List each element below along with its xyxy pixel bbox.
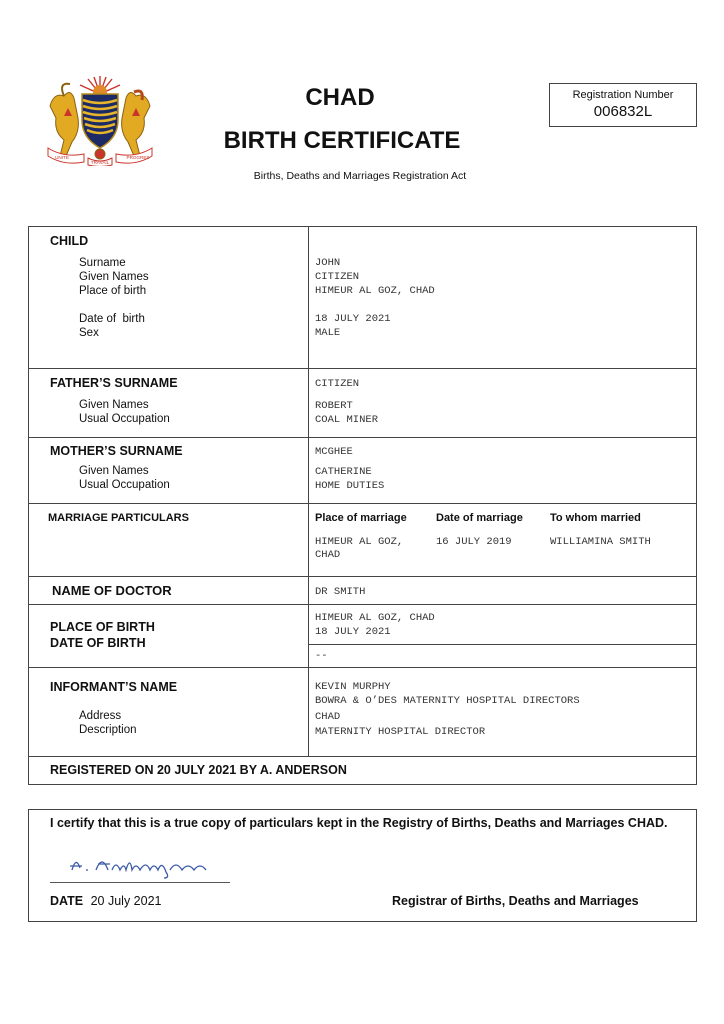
child-given-label: Given Names [79,271,149,283]
marriage-place-value-line2: CHAD [315,549,341,561]
mother-given-label: Given Names [79,465,149,477]
page-title: BIRTH CERTIFICATE [223,127,461,154]
mother-given-value: CATHERINE [315,466,372,478]
place-of-birth-label: PLACE OF BIRTH [50,620,155,634]
row-divider [28,437,697,438]
father-occupation-value: COAL MINER [315,414,379,426]
row-divider [308,644,697,645]
mother-surname-value: MCGHEE [315,446,353,458]
mother-section-title: MOTHER’S SURNAME [50,444,183,458]
child-section-title: CHILD [50,234,89,248]
country-title: CHAD [305,84,375,111]
act-subtitle: Births, Deaths and Marriages Registration Act [253,170,467,182]
registrar-title: Registrar of Births, Deaths and Marriages [392,894,639,908]
row-divider [28,368,697,369]
child-sex-value: MALE [315,327,341,339]
certify-date-value: 20 July 2021 [90,894,162,908]
informant-address-value: CHAD [315,711,341,723]
child-sex-label: Sex [79,327,99,339]
child-dob-label: Date of birth [79,313,145,325]
emblem-motto-left: UNITE [55,155,69,160]
row-divider [28,756,697,757]
informant-name-value: KEVIN MURPHY [315,681,391,693]
marriage-whom-value: WILLIAMINA SMITH [550,536,651,548]
child-place-label: Place of birth [79,285,147,297]
certify-date-label: DATE [50,894,84,908]
date-of-birth-value: 18 JULY 2021 [315,626,391,638]
coat-of-arms [44,72,156,166]
registration-box [549,83,697,127]
father-section-title: FATHER’S SURNAME [50,376,178,390]
signature-icon [66,848,226,880]
child-dob-value: 18 JULY 2021 [315,313,391,325]
marriage-place-value: HIMEUR AL GOZ, [315,536,404,548]
father-occupation-label: Usual Occupation [79,413,170,425]
date-of-birth-label: DATE OF BIRTH [50,636,146,650]
child-place-value: HIMEUR AL GOZ, CHAD [315,285,435,297]
informant-org-value: BOWRA & O’DES MATERNITY HOSPITAL DIRECTORS [315,695,580,707]
marriage-whom-header: To whom married [550,512,641,524]
signature-image [66,848,226,880]
informant-description-value: MATERNITY HOSPITAL DIRECTOR [315,726,486,738]
row-divider [28,604,697,605]
signature-line [50,882,230,883]
marriage-section-title: MARRIAGE PARTICULARS [48,512,189,524]
child-surname-value: JOHN [315,257,341,269]
registration-number: 006832L [593,103,653,120]
mother-occupation-label: Usual Occupation [79,479,170,491]
row-divider [28,503,697,504]
child-surname-label: Surname [79,257,126,269]
registered-line: REGISTERED ON 20 JULY 2021 BY A. ANDERSON [50,763,347,777]
doctor-section-title: NAME OF DOCTOR [52,583,172,598]
informant-address-label: Address [79,710,122,722]
emblem-motto-center: TRAVAIL [90,160,110,165]
column-divider [308,226,309,756]
marriage-place-header: Place of marriage [315,512,407,524]
row-divider [28,576,697,577]
registration-label: Registration Number [572,89,674,101]
informant-description-label: Description [79,724,137,736]
marriage-date-header: Date of marriage [436,512,523,524]
certify-date [50,894,161,908]
doctor-value: DR SMITH [315,586,366,598]
row-divider [28,667,697,668]
father-given-value: ROBERT [315,400,353,412]
informant-section-title: INFORMANT’S NAME [50,680,178,694]
father-given-label: Given Names [79,399,149,411]
certification-text: I certify that this is a true copy of particulars kept in the Registry of Births, Deaths and Marriages CHAD. [50,816,668,830]
emblem-motto-right: PROGRES [126,155,150,160]
place-of-birth-value: HIMEUR AL GOZ, CHAD [315,612,435,624]
birth-extra-value: -- [315,650,328,662]
mother-occupation-value: HOME DUTIES [315,480,385,492]
marriage-date-value: 16 JULY 2019 [436,536,512,548]
child-given-value: CITIZEN [315,271,360,283]
coat-of-arms-icon [44,72,156,166]
father-surname-value: CITIZEN [315,378,360,390]
